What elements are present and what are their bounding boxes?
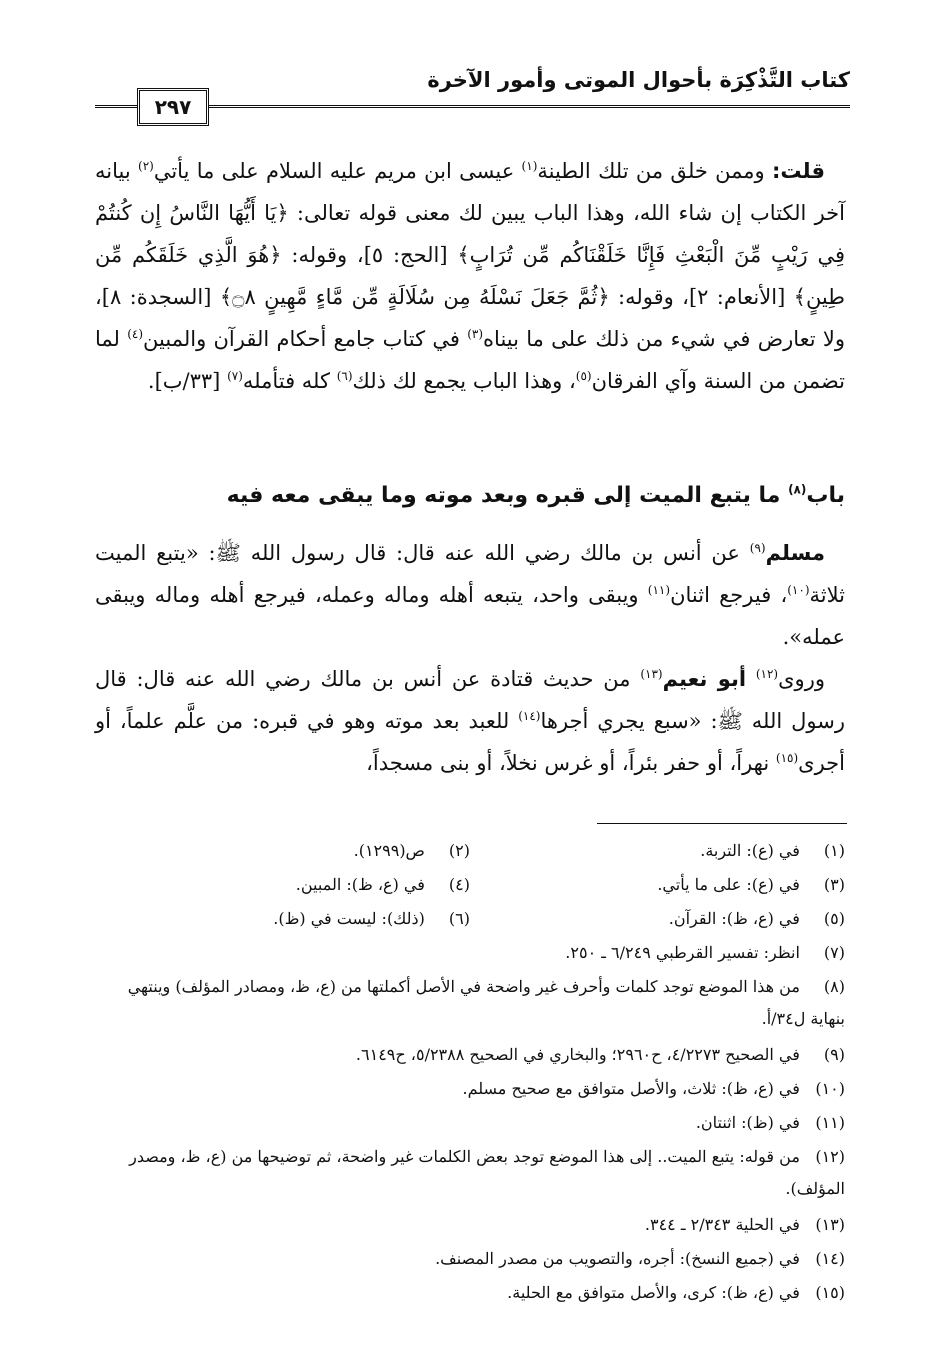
footnote-10: (١٠) في (ع، ظ): ثلاث، والأصل متوافق مع صحيح مسلم.	[462, 1079, 845, 1098]
text-run: في كتاب جامع أحكام القرآن والمبين	[143, 327, 460, 351]
footnote-8: (٨) من هذا الموضع توجد كلمات وأحرف غير واضحة في الأصل أكملتها من (ع، ظ، ومصادر المؤلف) وينتهي بنهاية ل٣٤/أ.	[127, 977, 845, 1028]
footnote-14: (١٤) في (جميع النسخ): أجره، والتصويب من مصدر المصنف.	[435, 1249, 845, 1268]
footnote-11: (١١) في (ظ): اثنتان.	[695, 1113, 845, 1132]
footnote-ref: (١٥)	[775, 751, 799, 765]
text-run: ويبقى واحد، يتبعه أهله وماله وعمله، فيرجع أهله وماله ويبقى عمله».	[95, 583, 845, 649]
text-run: عيسى ابن مريم عليه السلام على ما يأتي	[153, 159, 515, 183]
section-heading	[95, 483, 845, 508]
footnote-ref: (٢)	[138, 159, 154, 173]
footnote-ref: (٣)	[467, 327, 484, 341]
text-run: [٣٣/ب].	[147, 369, 221, 393]
text-run: وممن خلق من تلك الطينة	[537, 159, 765, 183]
footnote-ref: (١٤)	[518, 709, 541, 723]
text-run: بيانه آخر الكتاب إن شاء الله، وهذا الباب يبين لك معنى قوله تعالى: ﴿يَا أَيُّهَا النَّاسُ إِن كُنتُمْ فِي رَيْبٍ مِّنَ الْبَعْثِ فَإِنَّا خَلَقْنَاكُم مِّن تُرَابٍ﴾ [الحج: ٥]، وقوله: ﴿هُوَ الَّذِي خَلَقَكُم مِّن طِينٍ﴾ [الأنعام: ٢]، وقوله: ﴿ثُمَّ جَعَلَ نَسْلَهُ مِن سُلَالَةٍ مِّن مَّاءٍ مَّهِينٍ ۝٨﴾ [السجدة: ٨]، ولا تعارض في شيء من ذلك على ما بيناه	[95, 159, 845, 351]
heading-text: ما يتبع الميت إلى قبره وبعد موته وما يبقى معه فيه	[226, 483, 781, 508]
footnote-ref: (٥)	[575, 369, 592, 383]
footnote-ref: (١٣)	[640, 667, 663, 681]
footnote-ref: (٦)	[336, 369, 353, 383]
footnote-ref: (٤)	[127, 327, 144, 341]
paragraph-1	[95, 150, 845, 402]
running-title: كتاب التَّذْكِرَة بأحوال الموتى وأمور الآخرة	[427, 68, 850, 92]
footnote-ref: (٨)	[788, 482, 807, 497]
footnote-1: (١) في (ع): التربة.	[700, 841, 845, 860]
footnote-2: (٢) ص(١٢٩٩).	[353, 841, 470, 860]
text-run: عن أنس بن مالك رضي الله عنه قال: قال رسول الله ﷺ: «يتبع الميت ثلاثة	[95, 541, 845, 607]
heading-text: باب	[806, 483, 845, 508]
footnote-ref: (٩)	[749, 541, 766, 555]
text-run: ، فيرجع اثنان	[670, 583, 788, 607]
page-number: ٢٩٧	[137, 88, 209, 126]
main-text-bottom	[95, 532, 845, 784]
footnote-ref: (١)	[521, 159, 538, 173]
paragraph-3	[95, 658, 845, 784]
footnote-ref: (١٢)	[755, 667, 779, 681]
narrator-name: أبو نعيم	[662, 667, 747, 691]
footnote-13: (١٣) في الحلية ٢/٣٤٣ ـ ٣٤٤.	[644, 1215, 845, 1234]
text-run: كله فتأمله	[242, 369, 331, 393]
footnotes	[95, 835, 845, 1311]
footnote-15: (١٥) في (ع، ظ): كرى، والأصل متوافق مع الحلية.	[507, 1283, 845, 1302]
footnote-row	[95, 835, 845, 869]
text-run: وروى	[778, 667, 825, 691]
text-run: للعبد بعد موته وهو في قبره: من علَّم علماً، أو أجرى	[95, 709, 845, 775]
footnote-9: (٩) في الصحيح ٤/٢٢٧٣، ح٢٩٦٠؛ والبخاري في الصحيح ٥/٢٣٨٨، ح٦١٤٩.	[355, 1045, 845, 1064]
footnote-ref: (١٠)	[787, 583, 810, 597]
footnote-4: (٤) في (ع، ظ): المبين.	[295, 875, 470, 894]
text-run: نهراً، أو حفر بئراً، أو غرس نخلاً، أو بنى مسجداً،	[366, 751, 770, 775]
footnote-12: (١٢) من قوله: يتبع الميت.. إلى هذا الموضع توجد بعض الكلمات غير واضحة، ثم توضيحها من (ع، ظ، ومصدر المؤلف).	[129, 1147, 845, 1198]
paragraph-lead: مسلم	[765, 541, 825, 565]
main-text-top	[95, 150, 845, 402]
text-run: من حديث قتادة عن أنس بن مالك رضي الله عنه قال: قال رسول الله ﷺ: «سبع يجري أجرها	[95, 667, 845, 733]
text-run: ، وهذا الباب يجمع لك ذلك	[352, 369, 576, 393]
footnote-separator	[597, 823, 847, 824]
text-run: لما تضمن من السنة وآي الفرقان	[95, 327, 845, 393]
page-header	[95, 62, 850, 120]
paragraph-lead: قلت:	[772, 159, 825, 183]
footnote-5: (٥) في (ع، ظ): القرآن.	[668, 909, 845, 928]
footnote-ref: (١١)	[647, 583, 671, 597]
footnote-3: (٣) في (ع): على ما يأتي.	[657, 875, 845, 894]
paragraph-2	[95, 532, 845, 658]
footnote-ref: (٧)	[227, 369, 243, 383]
footnote-7: (٧) انظر: تفسير القرطبي ٦/٢٤٩ ـ ٢٥٠.	[565, 943, 845, 962]
footnote-row	[95, 903, 845, 937]
footnote-6: (٦) (ذلك): ليست في (ظ).	[273, 909, 470, 928]
footnote-row	[95, 869, 845, 903]
